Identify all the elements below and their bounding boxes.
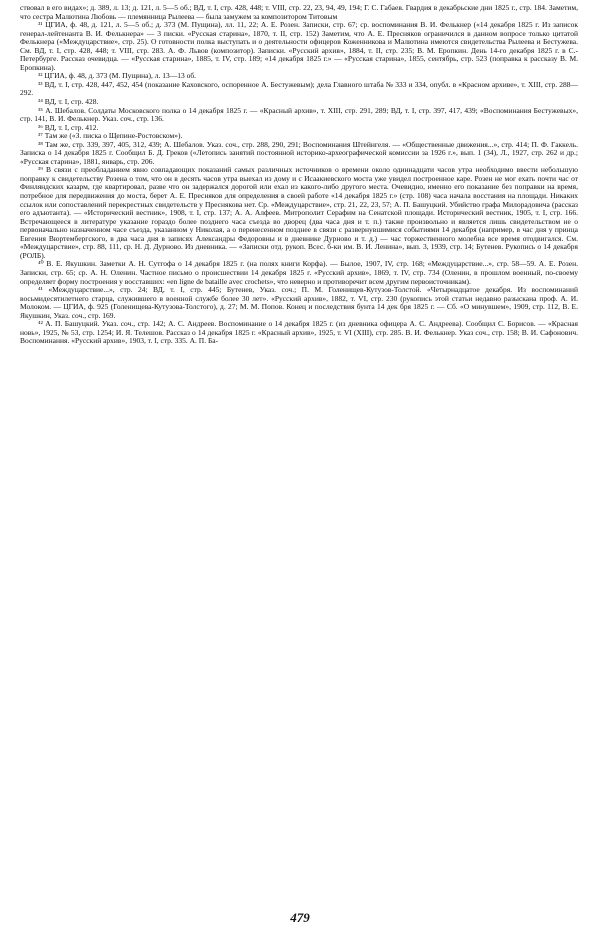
footnote-35: ³⁵ А. Шебалов. Солдаты Московского полка о 14 декабря 1825 г. — «Красный архив», т. XIII, стр. 291, 289; ВД, т. I, стр. 397, 417, 439; «Воспоминания Бестужевых», стр. 141, В. И. Фелькнер. Указ. соч., стр. 136. [20,105,578,124]
page-number: 479 [290,910,310,925]
footnote-37: ³⁷ Там же («З. писка о Щепине-Ростовском»). [38,131,183,141]
footnote-31: ³¹ ЦГИА, ф. 48, д. 121, л. 5—5 об.; д. 373 (М. Пущина), лл. 11, 22; А. Е. Розен. Записки, стр. 67; ср. воспоминания В. И. Фелькнер («14 декабря 1825 г. Из записок генерал-лейтенанта В. И. Фелькнера» — 3 писки. «Русская старина», 1870, т. II, стр. 152) Заметим, что А. Е. Пресняков ограничился в данном вопросе только цитатой Фелькнера («Междуцарствие», стр. 25). О готовности полка выступать и о деятельности офицеров Коженникова и Малютина имеются свидетельства Рылеева и Бестужева. См. ВД, т. I, стр. 428, 448; т. VIII, стр. 283. А. Ф. Львов (композитор). Записки. «Русский архив», 1884, т. II, стр. 235; В. М. Еропкин. День 14-го декабря 1825 г. в С.-Петербурге. Рассказ очевидца. — «Русская старина», 1885, т. IV, стр. 189; «14 декабря 1825 г.» — «Русская старина», 1855, сентябрь, стр. 523 (поправка к рассказу В. М. Еропкина). [20,20,578,72]
footnote-32: ³² ЦГИА, ф. 48, д. 373 (М. Пущина), л. 13—13 об. [38,71,197,81]
footnote-42: ⁴² А. П. Башуцкий. Указ. соч., стр. 142; А. С. Андреев. Воспоминание о 14 декабря 1825 г. (из дневника офицера А. С. Андреева). Сообщил С. Борисов. — «Красная новь», 1925, № 53, стр. 1254; И. Я. Телешов. Рассказ о 14 декабря 1825 г. «Красный архив», 1925, т. VI (XIII), стр. 285. В. И. Фелькнер. Указ соч., стр. 158; В. И. Сафонович. Воспоминания. «Русский архив», 1903, т. I, стр. 335. А. П. Ба- [20,319,578,346]
footnote-34: ³⁴ ВД, т. I, стр. 428. [38,97,99,107]
footnote-39: ³⁹ В связи с преобладанием явно совпадающих показаний самых различных источников о времени около одиннадцати часов утра необходимо ввести небольшую поправку к свидетельству Розена о том, что он в десять часов утра выехал из дому и с Исаакиевского моста уже увидел построенное каре. Розен не мог ехать почти час от Финляндских казарм, где квартировал, разве что он задержался дорогой или ехал из какого-либо другого места. Очевидно, именно его показание без поправки на время, потребное для передвижения до моста, берет А. Е. Пресняков для определения в своей работе «14 декабря 1825 г.» (стр. 108) часа начала восстания на площади. Никаких ссылок или сопоставлений перекрестных свидетельств у Преснякова нет. Ср. «Междуцарствие», стр. 21, 22, 23, 57; А. П. Башуцкий. Убийство графа Милорадовича (рассказ его адъютанта). — «Исторический вестник», 1908, т. I, стр. 137; А. А. Алфеев. Митрополит Серафим на Сенатской площади. Исторический вестник, 1905, т. I, стр. 166. Встречающееся в литературе указание гораздо более позднего часа съезда во дворец (два часа дня и т. п.) также произвольно и является лишь свидетельством не о первоначально назначенном часе съезда, указанном у Николая, а о перенесенном позднее в связи с развернувшимися событиями 14 декабря (например, в час дня у принца Евгения Вюртембергского, в два часа дня в записях Александры Федоровны и в дневнике Дурново и т. д.) — час торжественного молебна все время отодвигался. См. «Междуцарствие», стр. 88, 111, ср. Н. Д. Дурново. Из дневника. — «Записки отд. рукоп. Всес. б-ки им. В. И. Ленина», вып. 3, 1939, стр. 14; Бутенев. Рукопись о 14 декабря (РОЛБ). [20,165,578,260]
footnote-40: ⁴⁰ В. Е. Якушкин. Заметки А. Н. Сутгофа о 14 декабря 1825 г. (на полях книги Корфа). — Былое, 1907, IV, стр. 168; «Междуцарствие...», стр. 58—59. А. Е. Розен. Записки, стр. 65; ср. А. Н. Оленин. Частное письмо о происшествии 14 декабря 1825 г. «Русский архив», 1869, т. IV, стр. 734 (Оленин, в прошлом военный, по-своему определяет форму построения у восставших: «en ligne de bataille avec crochets», что неверно и противоречит всем другим первоисточникам). [20,259,578,286]
footnote-continuation: ствовал в его видах»; д. 389, л. 13; д. 121, л. 5—5 об.; ВД, т. I, стр. 428, 448; т. VIII, стр. 22, 23, 94, 49, 194; Г. С. Габаев. Гвардия в декабрьские дни 1825 г., стр. 184. Заметим, что сестра Малютина Любовь — племянница Рылеева — была замужем за композитором Титовым [20,3,578,21]
footnote-36: ³⁶ ВД, т. I, стр. 412. [38,122,99,132]
footnote-33: ³³ ВД, т. I, стр. 428, 447, 452, 454 (показание Каховского, оспоренное А. Бестужевым); дела Главного штаба № 333 и 334, опубл. в «Красном архиве», т. XIII, стр. 288—292. [20,79,578,98]
footnote-41: ⁴¹ «Междуцарствие...», стр. 24; ВД, т. I, стр. 445; Бутенев, Указ. соч.; П. М. Голенищев-Кутузов-Толстой. «Четырнадцатое декабря. Из воспоминаний восьмидесятилетнего старца, служившего в военной службе более 30 лет». «Русский архив», 1882, т. VI, стр. 230 (рукопись этой статьи недавно разыскана проф. А. И. Молоком. — ЦГИА, ф. 925 (Голенищева-Кутузова-Толстого), д. 27; М. М. Попов. Конец и последствия бунта 14 дек бря 1825 г. — Сб. «О минувшем», 1909, стр. 112, В. Е. Якушкин, Указ. соч., стр. 169. [20,285,578,320]
footnote-38: ³⁸ Там же, стр. 339, 397, 405, 312, 439; А. Шебалов. Указ. соч., стр. 288, 290, 291; Воспоминания Штейнгеля. — «Общественные движения...», стр. 414; П. Ф. Гаккель. Записка о 14 декабря 1825 г. Сообщил Б. Д. Греков («Летопись занятий постоянной историко-археографической комиссии за 1926 г.», вып. 1 (34), Л., 1927, стр. 262 и др.; «Русская старина», 1881, январь, стр. 206. [20,139,578,166]
